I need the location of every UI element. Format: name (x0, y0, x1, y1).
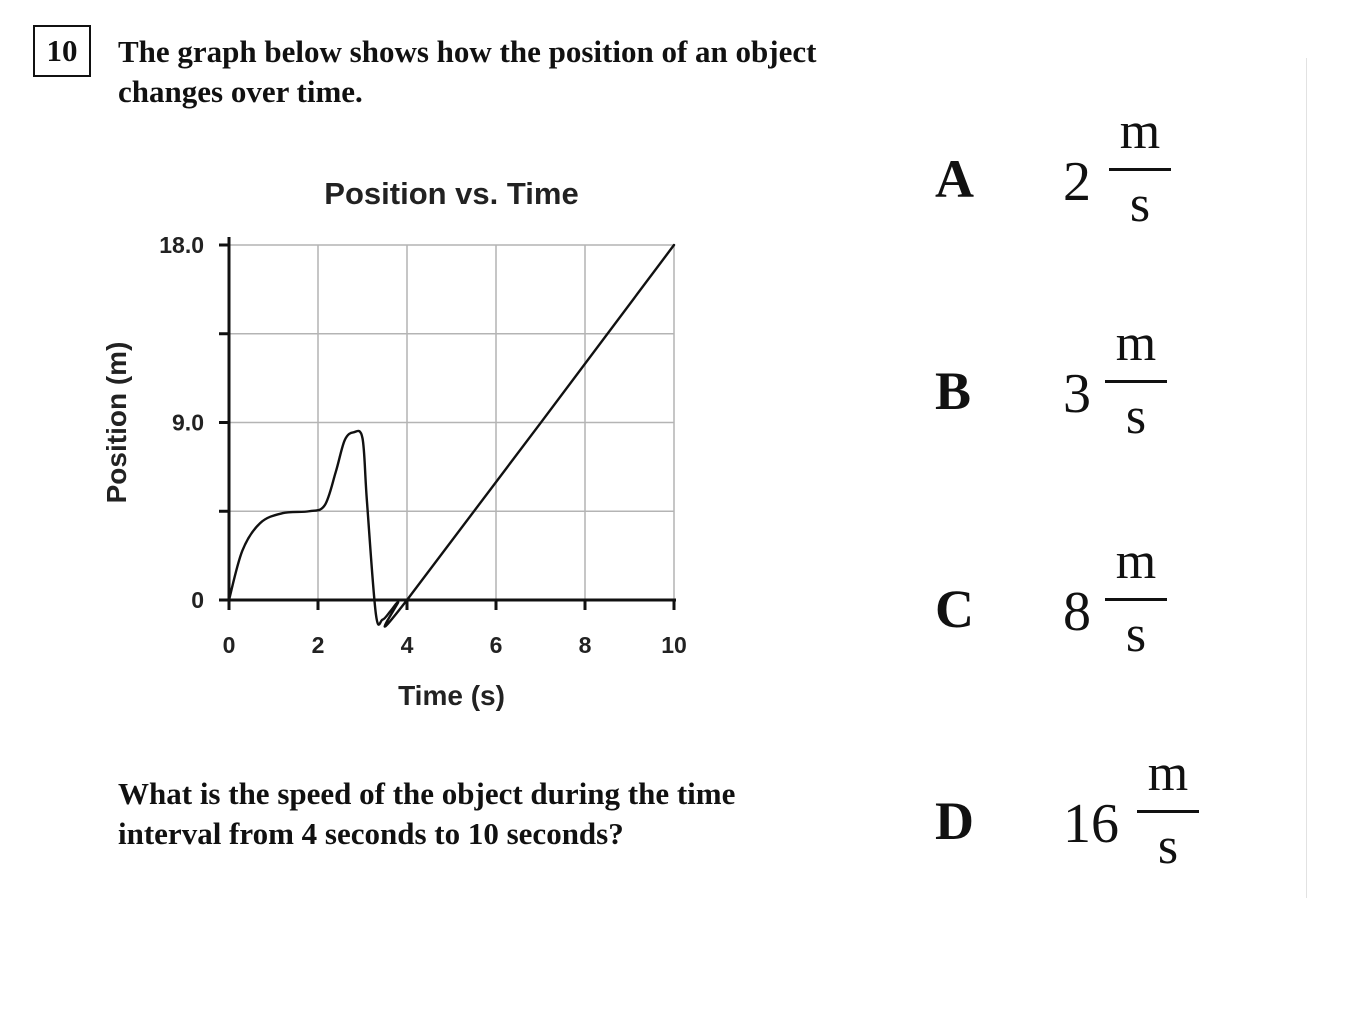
x-tick-label: 6 (489, 632, 503, 658)
answer-choice-d[interactable] (935, 742, 1255, 882)
answer-value: 3 (1063, 363, 1091, 425)
chart-y-axis-label: Position (m) (101, 341, 132, 504)
answer-value: 16 (1063, 793, 1119, 855)
answer-value: 2 (1063, 151, 1091, 213)
fraction-bar (1105, 380, 1167, 383)
y-tick-label: 0 (191, 587, 204, 613)
chart-svg (90, 160, 730, 730)
x-tick-label: 0 (222, 632, 236, 658)
x-tick-label: 10 (661, 632, 687, 658)
unit-fraction (1101, 315, 1171, 445)
answer-choice-a[interactable] (935, 100, 1255, 240)
position-time-chart (90, 160, 730, 730)
chart-title: Position vs. Time (324, 176, 579, 211)
x-tick-label: 2 (311, 632, 325, 658)
unit-denominator: s (1125, 388, 1147, 445)
fraction-bar (1109, 168, 1171, 171)
question-ask: What is the speed of the object during the time interval from 4 seconds to 10 seconds? (118, 776, 736, 851)
unit-denominator: s (1129, 176, 1151, 233)
answer-letter: C (935, 579, 974, 639)
chart-x-axis-label: Time (s) (398, 680, 505, 711)
unit-fraction (1133, 745, 1203, 875)
x-tick-label: 4 (400, 632, 414, 658)
position-series-line (229, 245, 674, 627)
question-number: 10 (33, 25, 91, 77)
unit-denominator: s (1157, 818, 1179, 875)
answer-choice-c[interactable] (935, 530, 1255, 670)
answer-choice-b[interactable] (935, 312, 1255, 452)
question-prompt: The graph below shows how the position of an object changes over time. (118, 34, 817, 109)
unit-denominator: s (1125, 606, 1147, 663)
x-tick-label: 8 (578, 632, 592, 658)
y-tick-label: 9.0 (172, 409, 204, 436)
unit-fraction (1101, 533, 1171, 663)
unit-numerator: m (1115, 315, 1157, 372)
fraction-bar (1105, 598, 1167, 601)
answer-letter: D (935, 791, 974, 851)
answer-letter: B (935, 361, 972, 421)
right-edge-divider (1306, 58, 1307, 898)
fraction-bar (1137, 810, 1199, 813)
unit-numerator: m (1147, 745, 1189, 802)
y-tick-label: 18.0 (159, 232, 204, 258)
unit-fraction (1105, 103, 1175, 233)
unit-numerator: m (1115, 533, 1157, 590)
answer-value: 8 (1063, 581, 1091, 643)
unit-numerator: m (1119, 103, 1161, 160)
answer-letter: A (935, 149, 974, 209)
